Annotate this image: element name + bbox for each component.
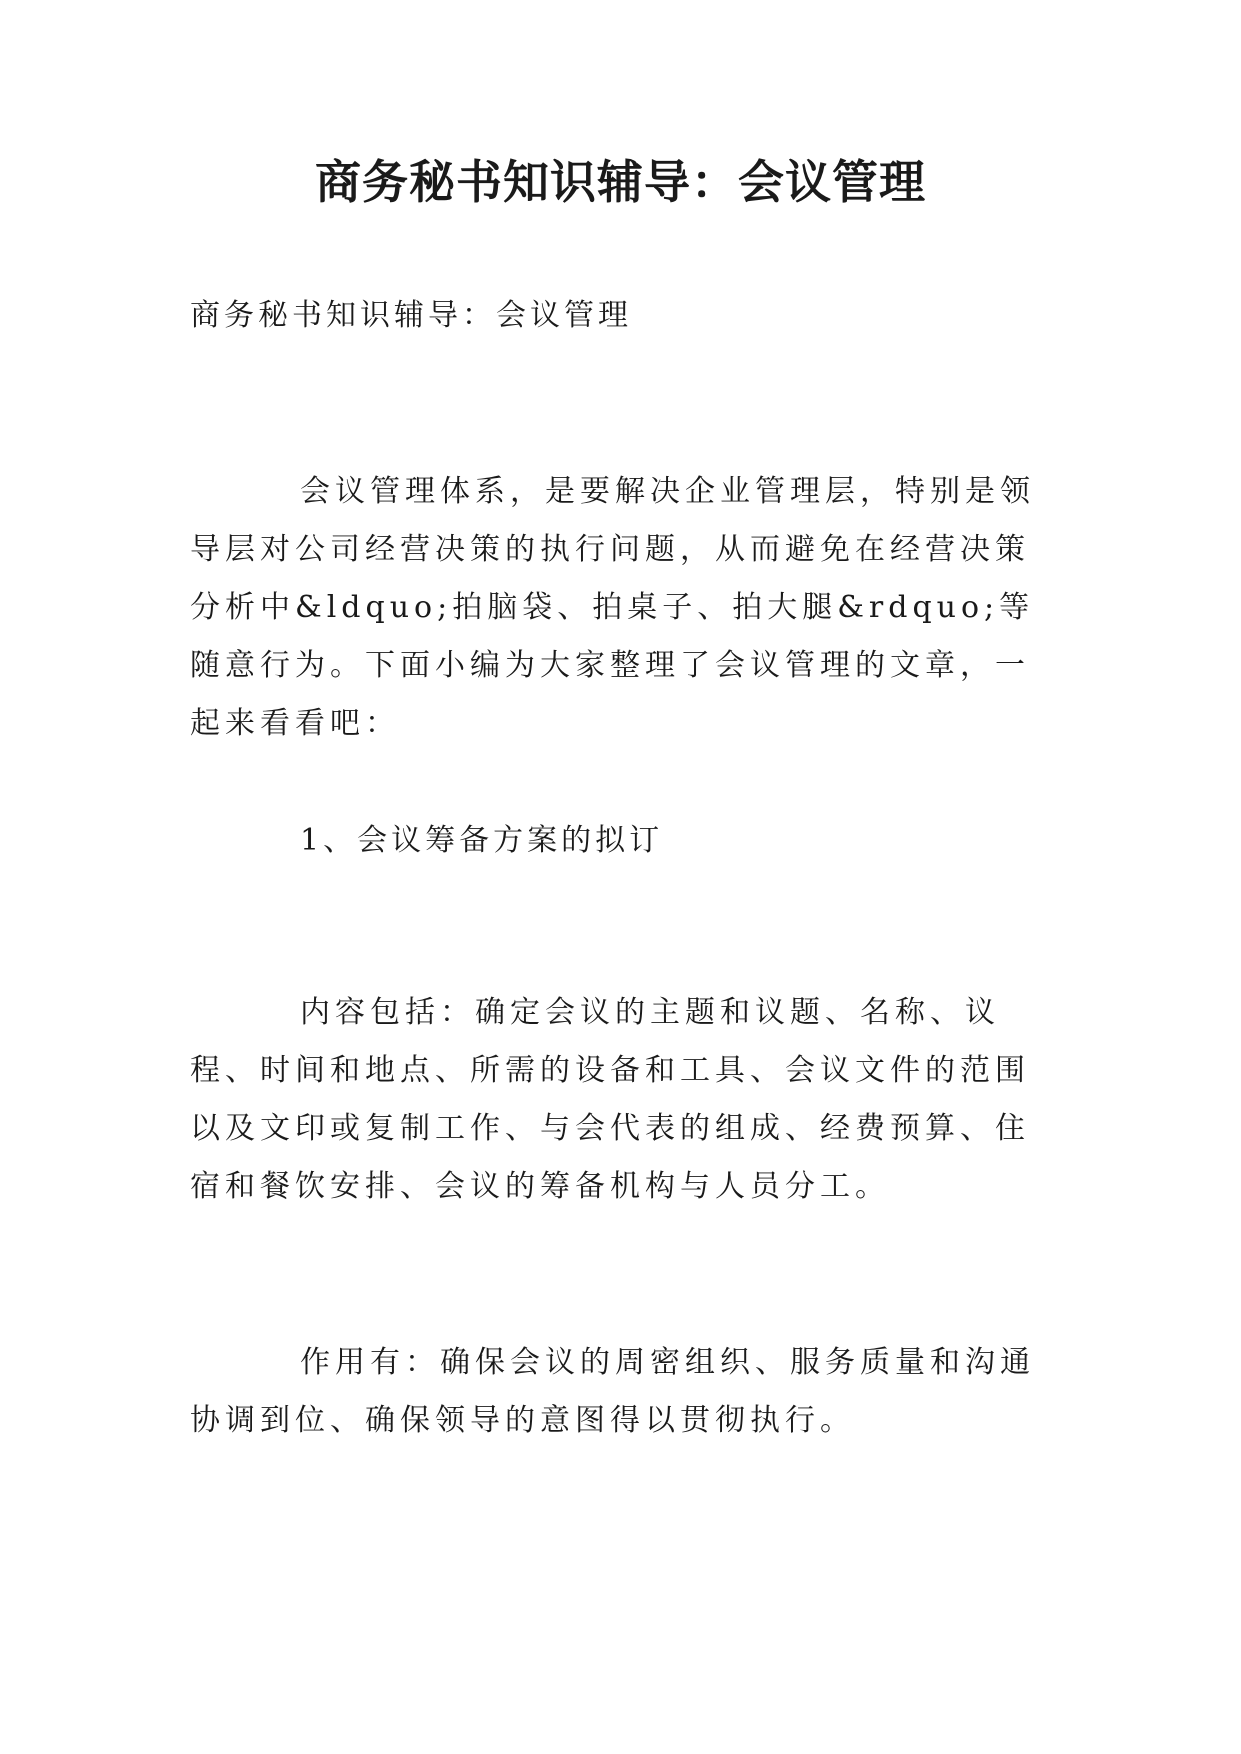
- document-title: 商务秘书知识辅导：会议管理: [315, 155, 926, 209]
- document-subtitle: 商务秘书知识辅导：会议管理: [190, 298, 632, 333]
- paragraph-content: 内容包括：确定会议的主题和议题、名称、议程、时间和地点、所需的设备和工具、会议文件的范围以及文印或复制工作、与会代表的组成、经费预算、住宿和餐饮安排、会议的筹备机构与人员分工。: [190, 995, 1030, 1204]
- paragraph-intro: 会议管理体系，是要解决企业管理层，特别是领导层对公司经营决策的执行问题，从而避免在经营决策分析中&ldquo;拍脑袋、拍桌子、拍大腿&rdquo;等随意行为。下面小编为大家整理了会议管理的文章，一起来看看吧：: [190, 474, 1035, 741]
- paragraph-purpose: 作用有：确保会议的周密组织、服务质量和沟通协调到位、确保领导的意图得以贯彻执行。: [190, 1345, 1035, 1438]
- section-heading-1: 1、会议筹备方案的拟订: [300, 823, 664, 858]
